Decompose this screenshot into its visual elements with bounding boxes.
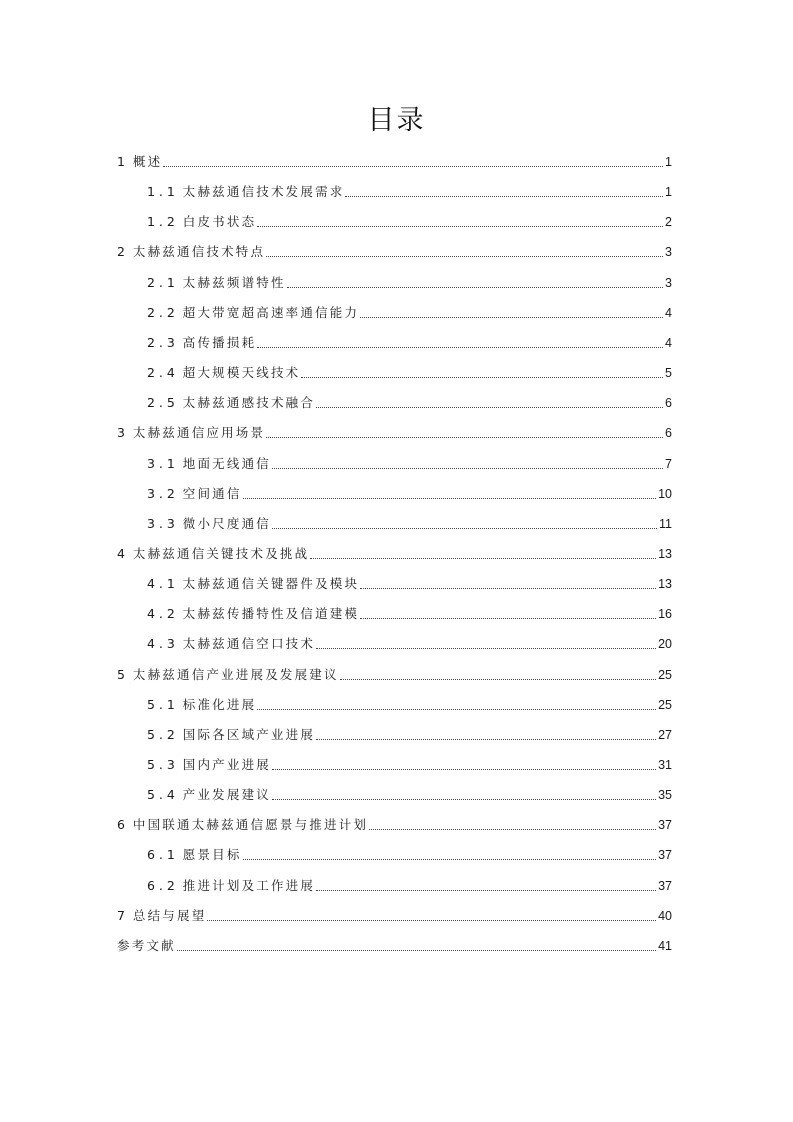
toc-entry-number: 2 . 2 [147, 305, 183, 320]
toc-entry[interactable] [147, 785, 672, 805]
toc-dot-leader [272, 467, 663, 469]
toc-entry-page: 25 [658, 698, 672, 712]
toc-entry-page: 6 [665, 396, 672, 410]
toc-entry-label: 参考文献 [117, 938, 176, 953]
toc-entry-page: 10 [658, 487, 672, 501]
toc-entry-label: 愿景目标 [182, 847, 242, 862]
toc-entry-page: 4 [665, 336, 672, 350]
toc-entry[interactable] [147, 212, 672, 232]
toc-entry-label: 微小尺度通信 [182, 516, 271, 531]
toc-entry-label: 超大规模天线技术 [182, 365, 301, 380]
toc-entry-number: 2 . 4 [147, 365, 183, 380]
toc-entry-page: 35 [658, 788, 672, 802]
toc-entry[interactable] [147, 604, 672, 624]
toc-dot-leader [360, 617, 656, 619]
toc-entry-page: 41 [658, 939, 672, 953]
toc-entry-number: 3 . 3 [147, 516, 183, 531]
toc-dot-leader [266, 255, 663, 257]
toc-entry-label: 国内产业进展 [182, 757, 271, 772]
toc-entry-label: 地面无线通信 [182, 456, 271, 471]
toc-dot-leader [316, 647, 656, 649]
toc-entry[interactable] [117, 906, 672, 926]
toc-entry-number: 2 [117, 244, 133, 259]
toc-entry-number: 5 [117, 667, 133, 682]
toc-entry[interactable] [147, 574, 672, 594]
toc-entry[interactable] [117, 936, 672, 956]
toc-entry-number: 2 . 3 [147, 335, 183, 350]
page-title: 目录 [367, 105, 426, 136]
toc-entry-number: 1 . 2 [147, 214, 183, 229]
toc-entry-number: 6 . 1 [147, 847, 183, 862]
toc-entry-page: 25 [658, 668, 672, 682]
toc-entry-number: 4 [117, 546, 133, 561]
toc-entry-number: 5 . 4 [147, 787, 183, 802]
toc-entry-page: 27 [658, 728, 672, 742]
toc-entry-page: 4 [665, 306, 672, 320]
toc-entry-label: 中国联通太赫兹通信愿景与推进计划 [132, 817, 369, 832]
toc-entry[interactable] [147, 695, 672, 715]
toc-entry-number: 1 . 1 [147, 184, 183, 199]
toc-entry[interactable] [117, 152, 672, 172]
toc-entry-label: 标准化进展 [182, 697, 257, 712]
toc-entry-label: 空间通信 [182, 486, 242, 501]
toc-dot-leader [257, 346, 663, 348]
toc-entry-page: 2 [665, 215, 672, 229]
toc-entry[interactable] [147, 725, 672, 745]
toc-dot-leader [272, 768, 656, 770]
toc-entry[interactable] [147, 273, 672, 293]
toc-entry-page: 3 [665, 245, 672, 259]
toc-dot-leader [301, 376, 663, 378]
toc-entry-label: 太赫兹通信应用场景 [132, 425, 266, 440]
toc-dot-leader [243, 858, 657, 860]
toc-entry-number: 5 . 2 [147, 727, 183, 742]
toc-dot-leader [272, 798, 656, 800]
toc-dot-leader [316, 889, 656, 891]
toc-entry-number: 7 [117, 908, 133, 923]
toc-dot-leader [177, 949, 656, 951]
toc-entry-label: 太赫兹通信产业进展及发展建议 [132, 667, 339, 682]
toc-dot-leader [272, 527, 657, 529]
toc-entry-page: 37 [658, 848, 672, 862]
toc-dot-leader [207, 919, 656, 921]
toc-entry-label: 太赫兹通信技术特点 [132, 244, 266, 259]
toc-entry[interactable] [147, 876, 672, 896]
toc-entry[interactable] [147, 514, 672, 534]
toc-entry-label: 超大带宽超高速率通信能力 [182, 305, 360, 320]
toc-entry-number: 5 . 3 [147, 757, 183, 772]
toc-dot-leader [316, 738, 656, 740]
toc-entry-label: 太赫兹通信技术发展需求 [182, 184, 345, 199]
toc-entry[interactable] [147, 333, 672, 353]
toc-entry-number: 4 . 1 [147, 576, 183, 591]
toc-entry-page: 6 [665, 426, 672, 440]
toc-entry[interactable] [147, 182, 672, 202]
toc-entry-number: 3 [117, 425, 133, 440]
toc-dot-leader [257, 708, 656, 710]
toc-entry-number: 3 . 2 [147, 486, 183, 501]
toc-entry-page: 16 [658, 607, 672, 621]
toc-dot-leader [243, 497, 657, 499]
toc-entry[interactable] [147, 303, 672, 323]
toc-entry-label: 国际各区域产业进展 [182, 727, 316, 742]
toc-entry-page: 7 [665, 457, 672, 471]
toc-entry-label: 高传播损耗 [182, 335, 257, 350]
toc-entry[interactable] [117, 242, 672, 262]
toc-entry-number: 2 . 1 [147, 275, 183, 290]
toc-entry[interactable] [147, 484, 672, 504]
toc-dot-leader [316, 406, 663, 408]
toc-entry[interactable] [117, 544, 672, 564]
toc-entry-page: 3 [665, 276, 672, 290]
toc-entry[interactable] [117, 423, 672, 443]
toc-dot-leader [310, 557, 656, 559]
toc-entry-label: 太赫兹通信关键技术及挑战 [132, 546, 310, 561]
toc-dot-leader [257, 225, 663, 227]
toc-entry[interactable] [147, 454, 672, 474]
toc-entry-label: 产业发展建议 [182, 787, 271, 802]
toc-entry[interactable] [117, 815, 672, 835]
toc-entry-page: 13 [658, 547, 672, 561]
toc-dot-leader [287, 286, 663, 288]
toc-entry-page: 5 [665, 366, 672, 380]
toc-dot-leader [266, 436, 663, 438]
toc-entry-label: 太赫兹通感技术融合 [182, 395, 316, 410]
toc-entry-number: 6 [117, 817, 133, 832]
toc-dot-leader [360, 587, 656, 589]
toc-dot-leader [340, 678, 656, 680]
toc-dot-leader [345, 195, 663, 197]
toc-entry[interactable] [147, 755, 672, 775]
toc-entry-page: 1 [665, 155, 672, 169]
toc-entry-page: 31 [658, 758, 672, 772]
toc-entry-label: 概述 [132, 154, 163, 169]
toc-entry[interactable] [147, 363, 672, 383]
toc-entry-number: 6 . 2 [147, 878, 183, 893]
toc-entry-number: 5 . 1 [147, 697, 183, 712]
toc-entry-page: 13 [658, 577, 672, 591]
toc-entry[interactable] [117, 665, 672, 685]
toc-entry-number: 1 [117, 154, 133, 169]
toc-entry[interactable] [147, 845, 672, 865]
toc-entry-label: 太赫兹通信关键器件及模块 [182, 576, 360, 591]
toc-entry-page: 40 [658, 909, 672, 923]
toc-entry-label: 太赫兹通信空口技术 [182, 636, 316, 651]
toc-entry[interactable] [147, 393, 672, 413]
toc-dot-leader [360, 316, 663, 318]
toc-entry-label: 推进计划及工作进展 [182, 878, 316, 893]
toc-entry-number: 4 . 2 [147, 606, 183, 621]
toc-entry-page: 37 [658, 818, 672, 832]
toc-dot-leader [163, 165, 663, 167]
toc-dot-leader [369, 828, 656, 830]
toc-entry-label: 白皮书状态 [182, 214, 257, 229]
toc-entry-label: 总结与展望 [132, 908, 207, 923]
toc-entry-number: 4 . 3 [147, 636, 183, 651]
toc-entry-page: 1 [665, 185, 672, 199]
toc-entry-page: 20 [658, 637, 672, 651]
toc-entry-number: 3 . 1 [147, 456, 183, 471]
toc-entry[interactable] [147, 634, 672, 654]
toc-entry-label: 太赫兹频谱特性 [182, 275, 286, 290]
toc-entry-label: 太赫兹传播特性及信道建模 [182, 606, 360, 621]
toc-entry-number: 2 . 5 [147, 395, 183, 410]
toc-entry-page: 37 [658, 879, 672, 893]
toc-entry-page: 11 [659, 517, 672, 531]
